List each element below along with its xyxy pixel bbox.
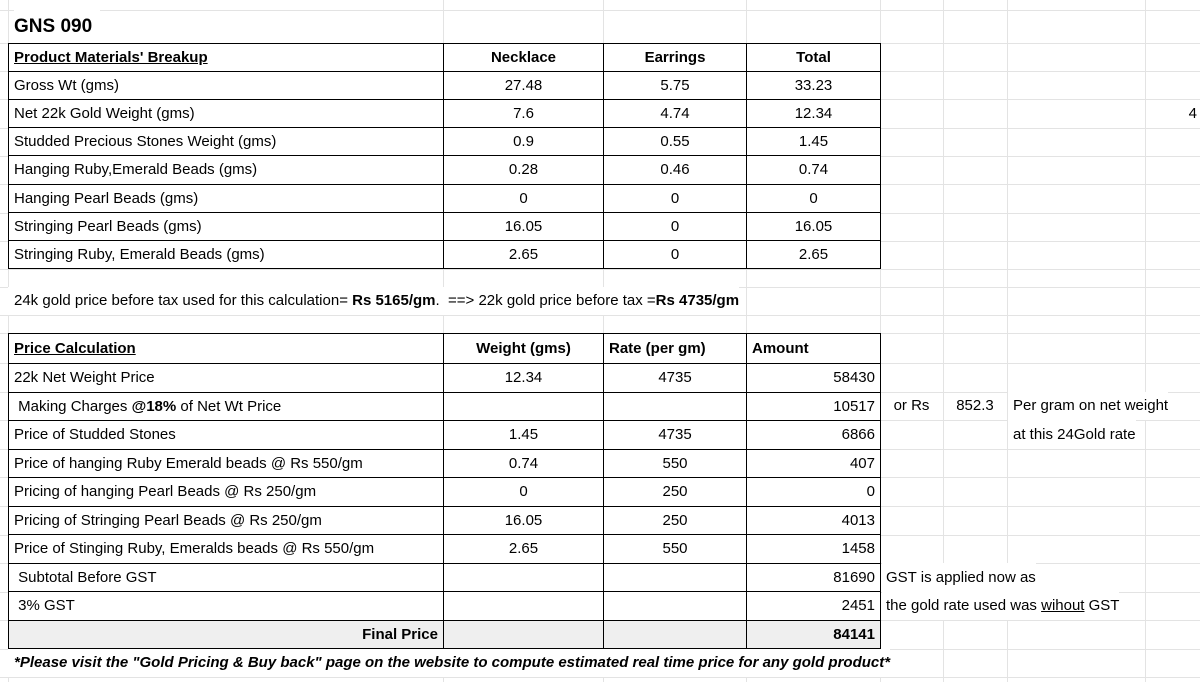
row-label-cell[interactable]: Studded Precious Stones Weight (gms) <box>9 128 444 156</box>
rate-value-cell[interactable]: 550 <box>604 535 747 564</box>
earrings-value-cell[interactable]: 0 <box>604 212 747 240</box>
rate-value-cell[interactable]: 550 <box>604 449 747 478</box>
final-price-row <box>9 620 881 649</box>
per-gram-note[interactable]: Per gram on net weight <box>1008 392 1168 420</box>
col-header-necklace[interactable]: Necklace <box>444 44 604 72</box>
table-row <box>9 563 881 592</box>
gold-rate-note[interactable] <box>8 287 739 315</box>
label-text: Making Charges <box>14 397 132 415</box>
gst-note-text: GST <box>1084 597 1120 614</box>
total-value-cell[interactable]: 0 <box>747 184 881 212</box>
amount-value-cell[interactable]: 58430 <box>747 364 881 393</box>
total-value-cell[interactable]: 2.65 <box>747 240 881 268</box>
materials-breakup-header-cell[interactable] <box>9 44 444 72</box>
row-label-cell[interactable]: Subtotal Before GST <box>9 563 444 592</box>
clipped-edge-value-cell[interactable]: 4 <box>1188 105 1197 122</box>
gst-note-text: the gold rate used was <box>886 597 1042 614</box>
col-header-amount[interactable]: Amount <box>747 334 881 364</box>
materials-breakup-title: Product Materials' Breakup <box>14 49 208 66</box>
grid-row-line <box>0 269 1200 270</box>
necklace-value-cell[interactable]: 0 <box>444 184 604 212</box>
price-calculation-table <box>8 333 881 649</box>
rate-value-cell[interactable]: 4735 <box>604 421 747 450</box>
table-row <box>9 421 881 450</box>
weight-value-cell[interactable] <box>444 592 604 621</box>
total-value-cell[interactable]: 1.45 <box>747 128 881 156</box>
row-label-cell[interactable]: Gross Wt (gms) <box>9 72 444 100</box>
table-row <box>9 100 881 128</box>
rate-22k-value: Rs 4735/gm <box>655 292 740 309</box>
amount-value-cell[interactable]: 6866 <box>747 421 881 450</box>
amount-value-cell[interactable]: 2451 <box>747 592 881 621</box>
amount-value-cell[interactable]: 407 <box>747 449 881 478</box>
col-header-rate[interactable]: Rate (per gm) <box>604 334 747 364</box>
weight-value-cell[interactable] <box>444 620 604 649</box>
weight-value-cell[interactable]: 1.45 <box>444 421 604 450</box>
grid-row-line <box>0 315 1200 316</box>
price-calculation-header-cell[interactable] <box>9 334 444 364</box>
row-label-cell[interactable]: Price of hanging Ruby Emerald beads @ Rs 550/gm <box>9 449 444 478</box>
total-value-cell[interactable]: 33.23 <box>747 72 881 100</box>
row-label-cell[interactable] <box>9 392 444 421</box>
row-label-cell[interactable]: Price of Stinging Ruby, Emeralds beads @ Rs 550/gm <box>9 535 444 564</box>
necklace-value-cell[interactable]: 0.28 <box>444 156 604 184</box>
table-row <box>9 128 881 156</box>
price-calculation-title: Price Calculation <box>14 340 136 357</box>
col-header-earrings[interactable]: Earrings <box>604 44 747 72</box>
table-row <box>9 506 881 535</box>
necklace-value-cell[interactable]: 7.6 <box>444 100 604 128</box>
at-rate-note[interactable]: at this 24Gold rate <box>1008 420 1136 449</box>
row-label-cell[interactable]: Stringing Ruby, Emerald Beads (gms) <box>9 240 444 268</box>
materials-breakup-table <box>8 43 881 269</box>
making-charges-pct: @18% <box>131 397 177 415</box>
earrings-value-cell[interactable]: 0.55 <box>604 128 747 156</box>
or-rs-cell[interactable]: or Rs <box>893 397 930 414</box>
table-row <box>9 592 881 621</box>
table-row <box>9 535 881 564</box>
amount-value-cell[interactable]: 0 <box>747 478 881 507</box>
table-row <box>9 478 881 507</box>
rate-24k-value: Rs 5165/gm <box>352 292 436 309</box>
row-label-cell[interactable]: Net 22k Gold Weight (gms) <box>9 100 444 128</box>
note-text: 24k gold price before tax used for this calculation= <box>14 292 353 309</box>
weight-value-cell[interactable]: 16.05 <box>444 506 604 535</box>
weight-value-cell[interactable]: 2.65 <box>444 535 604 564</box>
earrings-value-cell[interactable]: 4.74 <box>604 100 747 128</box>
total-value-cell[interactable]: 12.34 <box>747 100 881 128</box>
note-text: . ==> 22k gold price before tax = <box>435 292 656 309</box>
rate-value-cell[interactable]: 250 <box>604 478 747 507</box>
table-row <box>9 392 881 421</box>
weight-value-cell[interactable]: 0.74 <box>444 449 604 478</box>
necklace-value-cell[interactable]: 27.48 <box>444 72 604 100</box>
necklace-value-cell[interactable]: 0.9 <box>444 128 604 156</box>
row-label-cell[interactable]: Pricing of hanging Pearl Beads @ Rs 250/gm <box>9 478 444 507</box>
per-gram-rate-cell[interactable]: 852.3 <box>956 397 994 414</box>
row-label-cell[interactable]: Price of Studded Stones <box>9 421 444 450</box>
table-header-row <box>9 334 881 364</box>
rate-value-cell[interactable] <box>604 620 747 649</box>
weight-value-cell[interactable] <box>444 392 604 421</box>
total-value-cell[interactable]: 16.05 <box>747 212 881 240</box>
row-label-cell[interactable]: Pricing of Stringing Pearl Beads @ Rs 250/gm <box>9 506 444 535</box>
gst-note-line1[interactable]: GST is applied now as <box>882 563 1036 592</box>
rate-value-cell[interactable]: 250 <box>604 506 747 535</box>
final-price-amount-cell[interactable]: 84141 <box>747 620 881 649</box>
necklace-value-cell[interactable]: 16.05 <box>444 212 604 240</box>
grid-row-line <box>0 10 1200 11</box>
rate-value-cell[interactable] <box>604 592 747 621</box>
grid-row-line <box>0 677 1200 678</box>
rate-value-cell[interactable]: 4735 <box>604 364 747 393</box>
row-label-cell[interactable]: Stringing Pearl Beads (gms) <box>9 212 444 240</box>
final-price-label-cell[interactable]: Final Price <box>9 620 444 649</box>
table-row <box>9 364 881 393</box>
rate-value-cell[interactable] <box>604 392 747 421</box>
table-row <box>9 184 881 212</box>
amount-value-cell[interactable]: 10517 <box>747 392 881 421</box>
weight-value-cell[interactable]: 0 <box>444 478 604 507</box>
amount-value-cell[interactable]: 1458 <box>747 535 881 564</box>
earrings-value-cell[interactable]: 0.46 <box>604 156 747 184</box>
earrings-value-cell[interactable]: 0 <box>604 240 747 268</box>
amount-value-cell[interactable]: 81690 <box>747 563 881 592</box>
table-header-row <box>9 44 881 72</box>
row-label-cell[interactable]: Hanging Pearl Beads (gms) <box>9 184 444 212</box>
row-label-cell[interactable]: 22k Net Weight Price <box>9 364 444 393</box>
product-code-title[interactable]: GNS 090 <box>14 10 100 43</box>
table-row <box>9 72 881 100</box>
table-row <box>9 240 881 268</box>
gst-note-line2[interactable] <box>882 592 1119 620</box>
weight-value-cell[interactable]: 12.34 <box>444 364 604 393</box>
weight-value-cell[interactable] <box>444 563 604 592</box>
table-row <box>9 156 881 184</box>
earrings-value-cell[interactable]: 5.75 <box>604 72 747 100</box>
rate-value-cell[interactable] <box>604 563 747 592</box>
earrings-value-cell[interactable]: 0 <box>604 184 747 212</box>
table-row <box>9 449 881 478</box>
total-value-cell[interactable]: 0.74 <box>747 156 881 184</box>
col-header-total[interactable]: Total <box>747 44 881 72</box>
row-label-cell[interactable]: Hanging Ruby,Emerald Beads (gms) <box>9 156 444 184</box>
label-text: of Net Wt Price <box>176 397 282 415</box>
footer-disclaimer[interactable]: *Please visit the "Gold Pricing & Buy back" page on the website to compute estimated real time price for any gold product* <box>8 649 890 677</box>
col-header-weight[interactable]: Weight (gms) <box>444 334 604 364</box>
gst-note-underlined: wihout <box>1041 597 1085 614</box>
row-label-cell[interactable]: 3% GST <box>9 592 444 621</box>
table-row <box>9 212 881 240</box>
necklace-value-cell[interactable]: 2.65 <box>444 240 604 268</box>
amount-value-cell[interactable]: 4013 <box>747 506 881 535</box>
